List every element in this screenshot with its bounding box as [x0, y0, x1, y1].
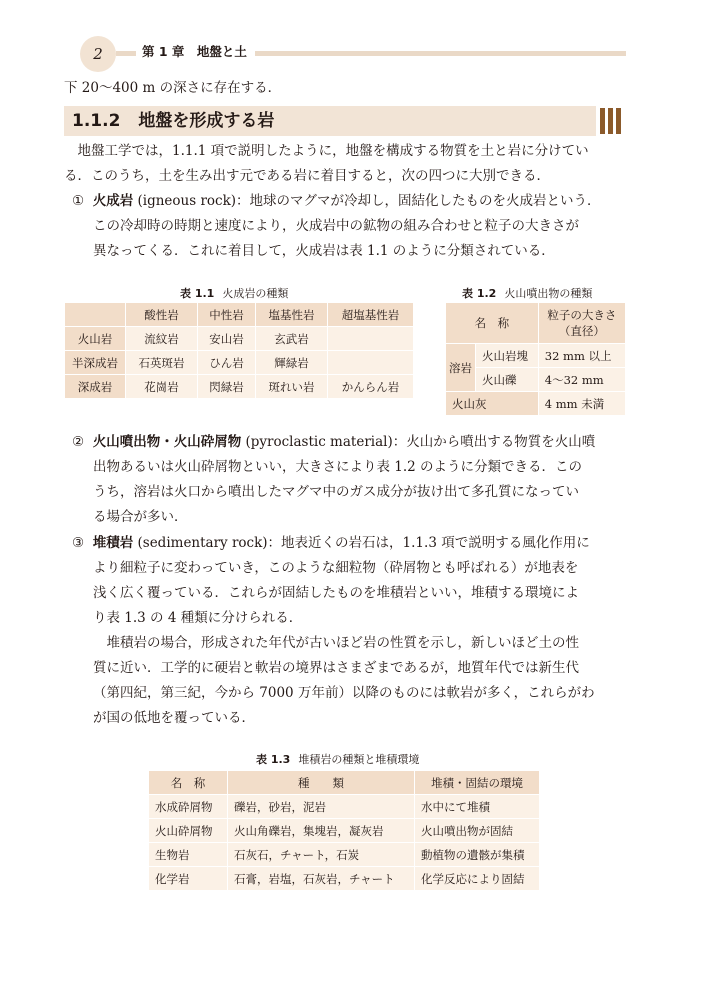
section-title-text: 地盤を形成する岩: [138, 111, 275, 131]
item3-p2-line1: 堆積岩の場合，形成された年代が古いほど岩の性質を示し，新しいほど土の性: [106, 635, 579, 651]
running-header: [64, 36, 626, 72]
table-row: [446, 392, 626, 416]
table1-cell: 斑れい岩: [255, 375, 327, 399]
item3-p2-line4: が国の低地を覆っている．: [93, 710, 255, 726]
table1-cell: かんらん岩: [327, 375, 413, 399]
item3-line4: り表 1.3 の 4 種類に分けられる．: [93, 610, 303, 626]
table3-caption: [256, 751, 419, 767]
table3-env-cell: 化学反応により固結: [415, 867, 540, 891]
table1-row-label: 深成岩: [65, 375, 126, 399]
item3-p2-line2: 質に近い．工学的に硬岩と軟岩の境界はさまざまであるが，地質年代では新生代: [93, 660, 579, 676]
table2-header-size-2: （直径）: [558, 324, 605, 338]
table1-header-cell: 塩基性岩: [255, 303, 327, 327]
table1-cell: 安山岩: [198, 327, 256, 351]
item1-line3: 異なってくる．これに着目して，火成岩は表 1.1 のように分類されている．: [93, 243, 555, 259]
item3-line3: 浅く広く覆っている．これらが固結したものを堆積岩といい，堆積する環境によ: [93, 585, 579, 601]
table2-name-cell: 火山岩塊: [476, 344, 539, 368]
item2-line1: [72, 430, 595, 455]
table1-cell: ひん岩: [198, 351, 256, 375]
table2-group-label: 溶岩: [446, 344, 476, 392]
table1-cell: 流紋岩: [126, 327, 198, 351]
table1-title: 火成岩の種類: [222, 287, 289, 300]
table3-type-cell: 火山角礫岩，集塊岩，凝灰岩: [228, 819, 415, 843]
table2-size-cell: 32 mm 以上: [538, 344, 625, 368]
table-sedimentary-rock: [148, 770, 540, 891]
item3-line1: [72, 531, 590, 556]
table2-name-cell: 火山灰: [446, 392, 539, 416]
table2-caption: [462, 285, 592, 301]
item3-line1-rest: (sedimentary rock)：地表近くの岩石は，1.1.3 項で説明する風化作用に: [133, 535, 590, 551]
item3-line2: より細粒子に変わっていき，このような細粒物（砕屑物とも呼ばれる）が地表を: [93, 560, 579, 576]
table1-cell: [327, 327, 413, 351]
table1-label: 表 1.1: [180, 287, 215, 300]
item1-line1-rest: (igneous rock)：地球のマグマが冷却し，固結化したものを火成岩という．: [133, 193, 601, 209]
table-row: [149, 867, 540, 891]
table2-header-size: [538, 303, 625, 344]
table2-header-name: 名 称: [446, 303, 539, 344]
table3-env-cell: 火山噴出物が固結: [415, 819, 540, 843]
table3-name-cell: 化学岩: [149, 867, 228, 891]
item2-line1-rest: (pyroclastic material)：火山から噴出する物質を火山噴: [241, 434, 596, 450]
section-decoration: [600, 108, 624, 134]
table2-label: 表 1.2: [462, 287, 497, 300]
para1-line2: る．このうち，土を生み出す元である岩に着目すると，次の四つに大別できる．: [64, 168, 550, 184]
para1-line1: 地盤工学では，1.1.1 項で説明したように，地盤を構成する物質を土と岩に分けてい: [77, 143, 589, 159]
table3-type-cell: 石膏，岩塩，石灰岩，チャート: [228, 867, 415, 891]
table-row: [149, 795, 540, 819]
table2-size-cell: 4 mm 未満: [538, 392, 625, 416]
table1-cell: 花崗岩: [126, 375, 198, 399]
table-row: [65, 375, 414, 399]
table2-size-cell: 4〜32 mm: [538, 368, 625, 392]
table2-name-cell: 火山礫: [476, 368, 539, 392]
table1-row-label: 火山岩: [65, 327, 126, 351]
table-row: [149, 819, 540, 843]
item3-term: 堆積岩: [92, 535, 134, 551]
table3-header-cell: 名 称: [149, 771, 228, 795]
table3-type-cell: 石灰石，チャート，石炭: [228, 843, 415, 867]
table3-name-cell: 生物岩: [149, 843, 228, 867]
item3-mark: ③: [72, 535, 85, 551]
section-title: [72, 106, 274, 136]
item1-term: 火成岩: [92, 193, 134, 209]
table1-header-cell: [65, 303, 126, 327]
table3-title: 堆積岩の種類と堆積環境: [298, 753, 420, 766]
table3-header-cell: 種 類: [228, 771, 415, 795]
table1-cell: 閃緑岩: [198, 375, 256, 399]
chapter-title: 第 1 章 地盤と土: [136, 42, 255, 60]
table1-cell: 玄武岩: [255, 327, 327, 351]
item2-line4: る場合が多い．: [93, 509, 188, 525]
section-number: 1.1.2: [72, 111, 121, 131]
table3-name-cell: 火山砕屑物: [149, 819, 228, 843]
item1-mark: ①: [72, 193, 85, 209]
table1-cell: 輝緑岩: [255, 351, 327, 375]
table1-header-cell: 超塩基性岩: [327, 303, 413, 327]
table3-header-cell: 堆積・固結の環境: [415, 771, 540, 795]
table-igneous-rock: [64, 302, 414, 399]
item1-line1: [72, 189, 601, 214]
item2-line2: 出物あるいは火山砕屑物といい，大きさにより表 1.2 のように分類できる．この: [93, 459, 583, 475]
table1-row-label: 半深成岩: [65, 351, 126, 375]
table2-header-size-1: 粒子の大きさ: [547, 308, 617, 322]
page-number: 2: [93, 45, 103, 63]
table3-env-cell: 動植物の遺骸が集積: [415, 843, 540, 867]
table1-header-cell: 中性岩: [198, 303, 256, 327]
table3-name-cell: 水成砕屑物: [149, 795, 228, 819]
table2-title: 火山噴出物の種類: [504, 287, 593, 300]
intro-line: 下 20〜400 m の深さに存在する．: [64, 80, 282, 96]
table-row: [65, 351, 414, 375]
item2-line3: うち，溶岩は火口から噴出したマグマ中のガス成分が抜け出て多孔質になってい: [93, 484, 579, 500]
table3-env-cell: 水中にて堆積: [415, 795, 540, 819]
table-pyroclastic: [445, 302, 626, 416]
table-row: [65, 327, 414, 351]
table1-caption: [180, 285, 288, 301]
table3-label: 表 1.3: [256, 753, 291, 766]
table1-cell: 石英斑岩: [126, 351, 198, 375]
table-row: [149, 843, 540, 867]
section-heading: [64, 106, 626, 136]
item2-mark: ②: [72, 434, 85, 450]
item1-line2: この冷却時の時期と速度により，火成岩中の鉱物の組み合わせと粒子の大きさが: [93, 218, 579, 234]
table1-header-cell: 酸性岩: [126, 303, 198, 327]
item3-p2-line3: （第四紀，第三紀，今から 7000 万年前）以降のものには軟岩が多く，これらがわ: [93, 685, 595, 701]
table3-type-cell: 礫岩，砂岩，泥岩: [228, 795, 415, 819]
item2-term: 火山噴出物・火山砕屑物: [92, 434, 242, 450]
table-row: [446, 344, 626, 368]
table1-cell: [327, 351, 413, 375]
